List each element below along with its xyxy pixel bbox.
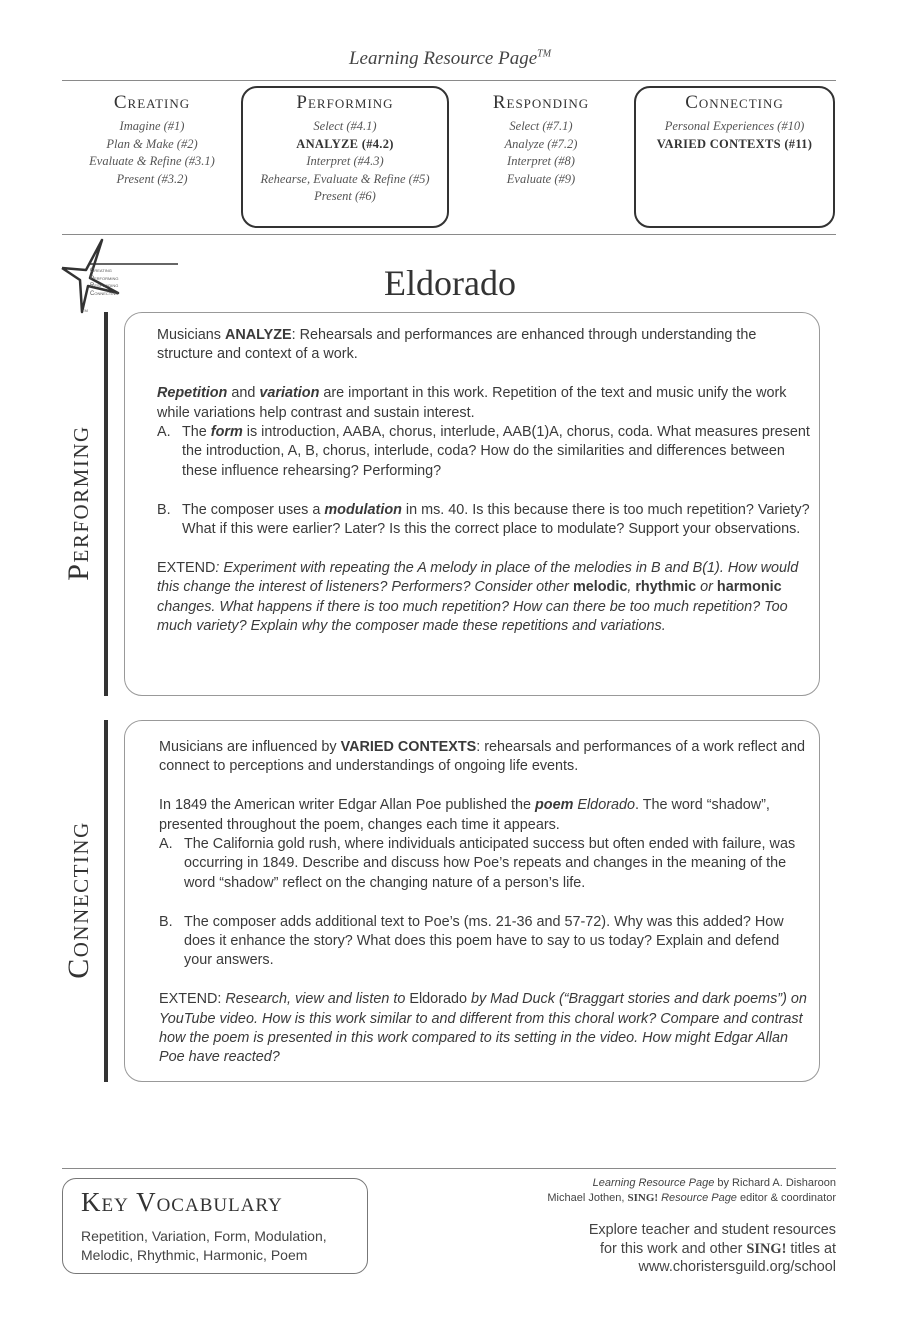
column-item: Imagine (#1) (119, 119, 185, 133)
connecting-item-a: A. The California gold rush, where individuals anticipated success but often ended with failure, was occurring in 1849. Describe and discuss how Poe’s repeats and changes in the meaning of the word “shadow” reflect on the changing nature of a person’s life. (159, 836, 796, 891)
column-item: Select (#4.1) (313, 119, 377, 133)
connecting-content (159, 738, 810, 1068)
key-vocabulary-list: Repetition, Variation, Form, Modulation, Melodic, Rhythmic, Harmonic, Poem (81, 1228, 327, 1263)
logo-text: Performing (90, 275, 119, 282)
column-item: Select (#7.1) (509, 119, 573, 133)
logo-tm: TM (82, 308, 88, 313)
performing-side-bar (104, 312, 108, 696)
column-heading: Performing (296, 92, 394, 113)
performing-intro: Musicians ANALYZE: Rehearsals and performances are enhanced through understanding the structure and context of a work. (157, 327, 757, 363)
column-item: Plan & Make (#2) (106, 136, 198, 151)
connecting-paragraph: In 1849 the American writer Edgar Allan Poe published the poem Eldorado. The word “shadow”, presented throughout the poem, changes each time it appears. (159, 797, 770, 833)
column-heading: Connecting (685, 92, 784, 113)
column-creating (62, 92, 242, 188)
performing-item-a: A. The form is introduction, AABA, chorus, interlude, AAB(1)A, chorus, coda. What measures present the introduction, A, B, chorus, interlude, coda? How do the similarities and differences between these influence rehearsing? Performing? (157, 424, 810, 479)
connecting-side-bar (104, 720, 108, 1082)
column-item: Interpret (#4.3) (306, 154, 384, 168)
column-heading: Responding (492, 92, 590, 113)
column-item: Evaluate & Refine (#3.1) (89, 154, 215, 168)
column-performing (244, 92, 446, 206)
column-item: Interpret (#8) (507, 154, 575, 168)
performing-paragraph: Repetition and variation are important in this work. Repetition of the text and music unify the work while variations help contrast and sustain interest. (157, 385, 787, 421)
website-link[interactable]: www.choristersguild.org/school (638, 1259, 836, 1275)
explore-resources: Explore teacher and student resources for this work and other SING! titles at www.choristersguild.org/school (588, 1222, 836, 1275)
connecting-section-label: Connecting (62, 821, 95, 979)
column-item-highlighted: ANALYZE (#4.2) (296, 136, 394, 151)
column-heading: Creating (113, 92, 191, 113)
connecting-extend: EXTEND: Research, view and listen to Eldorado by Mad Duck (“Braggart stories and dark poems”) on YouTube video. How is this work similar to and different from this choral work? Compare and contrast how the poem is presented in this work compared to its setting in the video. How might Edgar Allan Poe have reacted? (159, 991, 807, 1066)
key-vocabulary-heading: Key Vocabulary (81, 1187, 283, 1217)
page-header-title: Learning Resource Page™ (348, 48, 552, 69)
trademark: TM (537, 48, 552, 60)
header-rule-top (62, 80, 836, 81)
connecting-item-b: B. The composer adds additional text to Poe’s (ms. 21-36 and 57-72). Why was this added? How does it enhance the story? What does this poem have to say to us today? Explain and defend your answers. (159, 913, 784, 969)
column-item: Evaluate (#9) (506, 171, 576, 186)
credit-editor: Michael Jothen, SING! Resource Page editor & coordinator (547, 1192, 836, 1204)
column-item: Present (#3.2) (116, 171, 188, 186)
footer-rule (62, 1168, 836, 1169)
page-title: Eldorado (384, 263, 516, 303)
performing-extend: EXTEND: Experiment with repeating the A melody in place of the melodies in B and B(1). How would this change the interest of listeners? Performers? Consider other melodic, rhythmic or harmonic changes. What happens if there is too much repetition? How can there be too much repetition? Too much variety? Explain why the composer made these repetitions and variations. (157, 559, 799, 635)
column-item: Rehearse, Evaluate & Refine (#5) (260, 171, 430, 186)
logo-text: Connecting (90, 290, 119, 297)
column-item: Present (#6) (314, 189, 376, 203)
performing-item-b: B. The composer uses a modulation in ms. 40. Is this because there is too much repetition? Variety? What if this were earlier? Later? Is this the correct place to modulate? Support your observations. (157, 501, 810, 538)
credits (547, 1176, 836, 1206)
performing-section-label: Performing (62, 425, 95, 581)
column-item: Analyze (#7.2) (504, 136, 578, 151)
logo-text: Creating (90, 268, 112, 274)
column-item-highlighted: VARIED CONTEXTS (#11) (656, 136, 813, 151)
column-item: Personal Experiences (#10) (664, 119, 805, 133)
logo-text: Responding (90, 283, 119, 289)
connecting-intro: Musicians are influenced by VARIED CONTEXTS: rehearsals and performances of a work reflect and connect to perceptions and understandings of ongoing life events. (159, 739, 806, 775)
credit-author: Learning Resource Page by Richard A. Disharoon (592, 1177, 836, 1189)
column-connecting (636, 92, 833, 153)
header-rule-bottom (62, 234, 836, 235)
key-vocabulary-box (62, 1178, 368, 1274)
performing-content (157, 326, 812, 636)
column-responding (452, 92, 630, 188)
